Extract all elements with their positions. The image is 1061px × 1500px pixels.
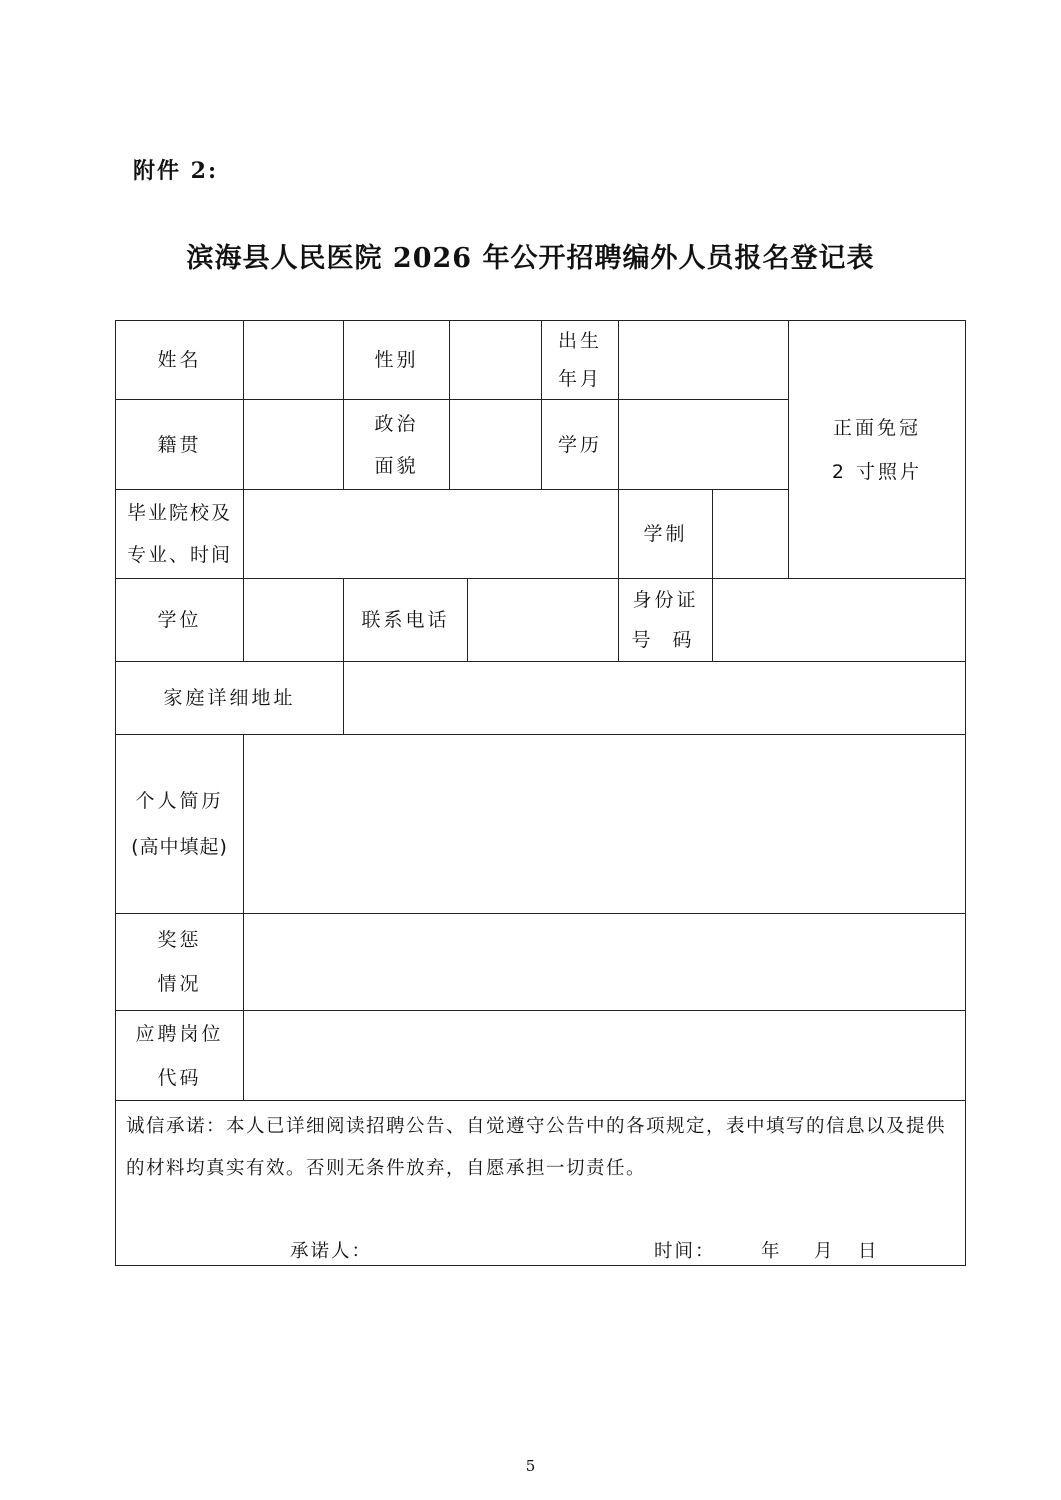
integrity-pledge-text: 诚信承诺：本人已详细阅读招聘公告、自觉遵守公告中的各项规定，表中填写的信息以及提供的材料均真实有效。否则无条件放弃，自愿承担一切责任。 — [126, 1116, 947, 1179]
label-name: 姓名 — [157, 349, 202, 371]
year-label: 年 — [761, 1241, 782, 1262]
input-phone[interactable] — [468, 579, 618, 661]
input-name[interactable] — [244, 321, 343, 399]
row-line-8 — [115, 1100, 966, 1101]
input-duration[interactable] — [713, 490, 788, 578]
signer-label: 承诺人： — [290, 1241, 373, 1262]
label-rewards-punishments: 奖惩 情况 — [157, 929, 202, 995]
label-degree: 学位 — [157, 609, 202, 631]
label-education: 学历 — [557, 433, 602, 456]
label-native-place: 籍贯 — [157, 433, 202, 456]
input-gender[interactable] — [450, 321, 541, 399]
day-label: 日 — [858, 1241, 879, 1262]
form-title: 滨海县人民医院 2026 年公开招聘编外人员报名登记表 — [186, 243, 875, 274]
input-native-place[interactable] — [244, 400, 343, 489]
input-home-address[interactable] — [344, 662, 965, 734]
attachment-label: 附件 2: — [133, 158, 219, 184]
input-education[interactable] — [619, 400, 788, 489]
border-right — [965, 320, 966, 1266]
input-id-number[interactable] — [713, 579, 965, 661]
label-phone: 联系电话 — [361, 609, 450, 631]
input-degree[interactable] — [244, 579, 343, 661]
label-position-code: 应聘岗位 代码 — [135, 1022, 224, 1089]
signer-field[interactable] — [380, 1232, 620, 1262]
month-label: 月 — [814, 1241, 835, 1262]
label-resume: 个人简历 (高中填起) — [131, 790, 228, 858]
label-school-major-time: 毕业院校及 专业、时间 — [126, 502, 232, 566]
label-birth: 出生 年月 — [557, 330, 602, 390]
time-label: 时间： — [654, 1241, 716, 1262]
label-id-number: 身份证 号 码 — [631, 589, 700, 651]
label-gender: 性别 — [374, 349, 419, 371]
border-bottom — [115, 1265, 966, 1266]
label-political-status: 政治 面貌 — [374, 412, 419, 477]
input-birth[interactable] — [619, 321, 788, 399]
input-rewards-punishments[interactable] — [244, 914, 965, 1010]
page-number: 5 — [525, 1457, 536, 1475]
input-resume[interactable] — [244, 735, 965, 913]
label-home-address: 家庭详细地址 — [163, 687, 296, 709]
input-political-status[interactable] — [450, 400, 541, 489]
label-duration: 学制 — [643, 523, 688, 545]
input-school-major-time[interactable] — [244, 490, 618, 578]
photo-placeholder: 正面免冠 2 寸照片 — [831, 416, 923, 483]
input-position-code[interactable] — [244, 1011, 965, 1100]
